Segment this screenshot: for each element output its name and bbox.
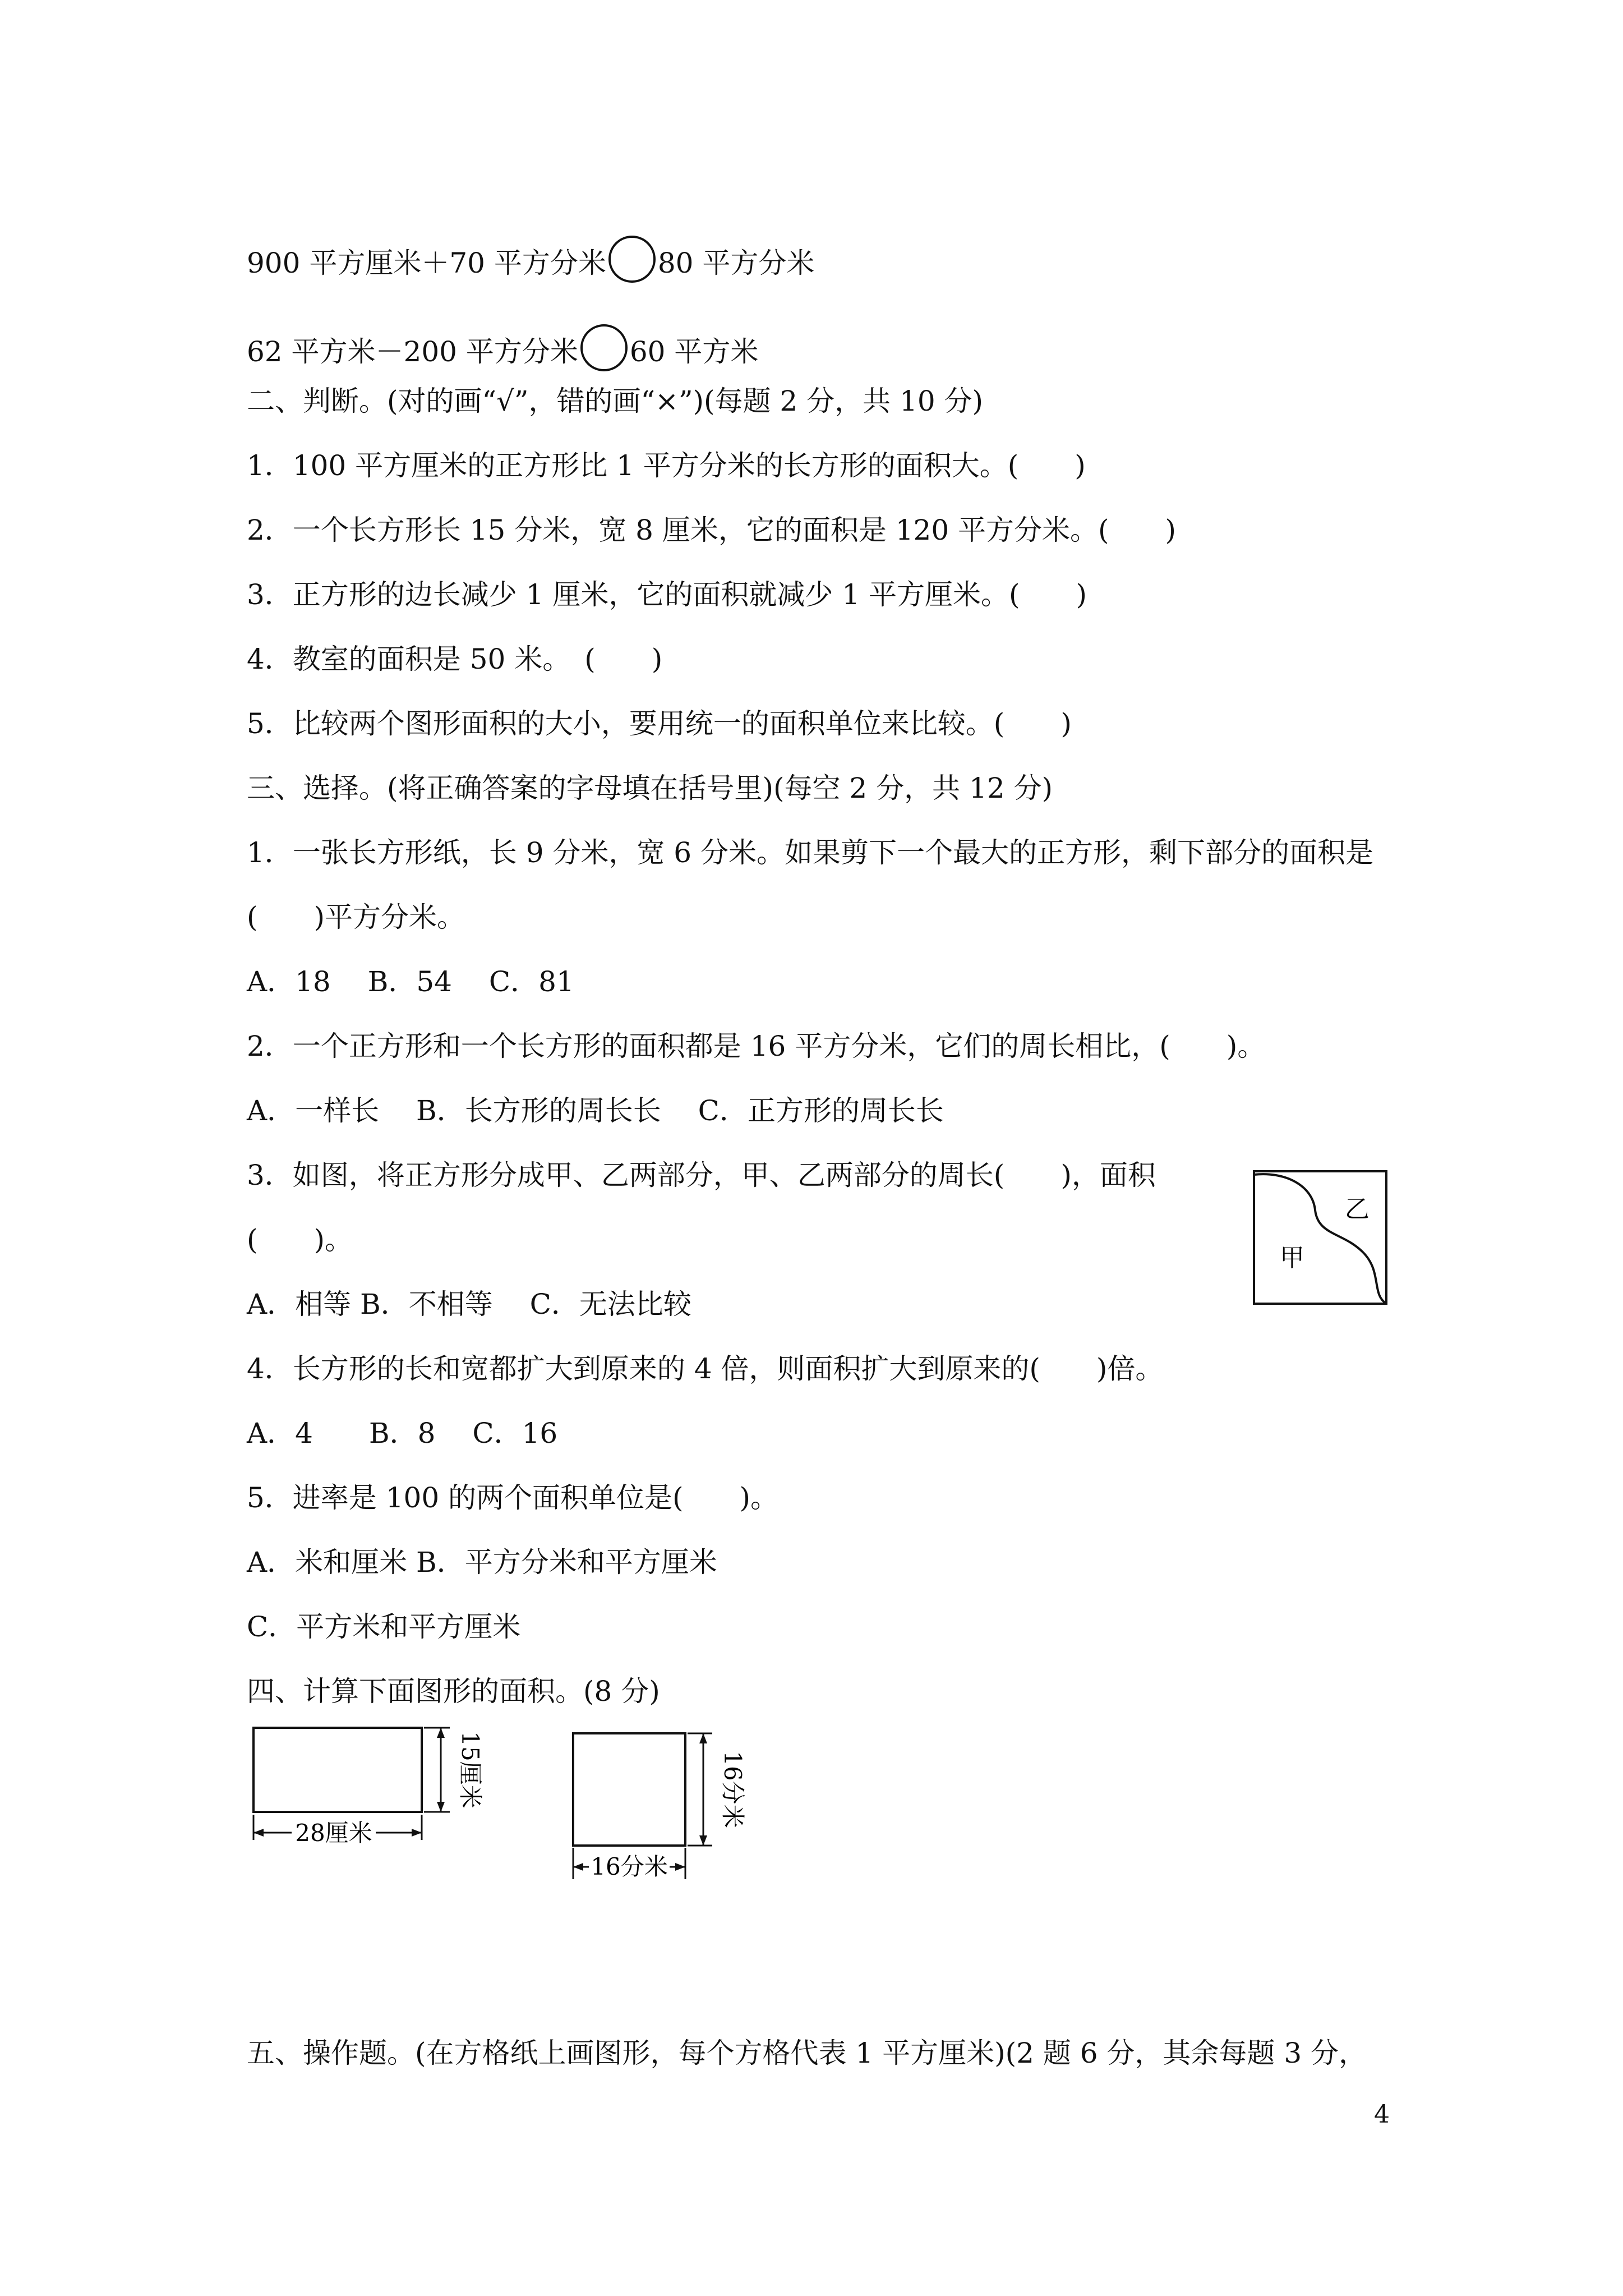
figure-label-jia: 甲: [1280, 1244, 1304, 1272]
section2-title: 二、判断。(对的画“√”，错的画“×”)(每题 2 分，共 10 分): [247, 385, 984, 417]
compare-left: 900 平方厘米＋70 平方分米: [247, 247, 606, 279]
judge-item: 4．教室的面积是 50 米。 ( ): [247, 643, 663, 675]
judge-item: 5．比较两个图形面积的大小，要用统一的面积单位来比较。( ): [247, 707, 1072, 740]
choice-line: 5．进率是 100 的两个面积单位是( )。: [247, 1481, 779, 1514]
section3-title: 三、选择。(将正确答案的字母填在括号里)(每空 2 分，共 12 分): [247, 772, 1053, 804]
compare-left: 62 平方米－200 平方分米: [247, 335, 578, 368]
section5-title: 五、操作题。(在方格纸上画图形，每个方格代表 1 平方厘米)(2 题 6 分，其余每题 3 分，: [247, 2037, 1367, 2069]
choice-line: 4．长方形的长和宽都扩大到原来的 4 倍，则面积扩大到原来的( )倍。: [247, 1352, 1164, 1385]
choice-line: 2．一个正方形和一个长方形的面积都是 16 平方分米，它们的周长相比，( )。: [247, 1030, 1266, 1062]
choice-line: ( )平方分米。: [247, 901, 465, 933]
choice-options: C．平方米和平方厘米: [247, 1611, 521, 1643]
square-width-label: 16分米: [591, 1853, 668, 1880]
compare-circle[interactable]: [608, 236, 656, 283]
rect-width-label: 28厘米: [295, 1819, 372, 1847]
judge-item: 3．正方形的边长减少 1 厘米，它的面积就减少 1 平方厘米。( ): [247, 578, 1087, 611]
choice-options: A．相等 B．不相等 C．无法比较: [247, 1288, 691, 1320]
square-figure: [561, 1722, 763, 1890]
choice-options: A．米和厘米 B．平方分米和平方厘米: [247, 1546, 717, 1579]
choice-line: 1．一张长方形纸，长 9 分米，宽 6 分米。如果剪下一个最大的正方形，剩下部分的面积是: [247, 836, 1374, 869]
choice-line: ( )。: [247, 1223, 353, 1256]
compare-right: 80 平方分米: [657, 247, 815, 279]
rectangle-figure: [241, 1722, 505, 1874]
compare-circle[interactable]: [580, 324, 628, 371]
choice-options: A．4 B．8 C．16: [247, 1417, 558, 1450]
choice-options: A．一样长 B．长方形的周长长 C．正方形的周长长: [247, 1094, 944, 1127]
page-number: 4: [1374, 2100, 1390, 2129]
compare-line-1: [247, 236, 814, 283]
figure-label-yi: 乙: [1345, 1195, 1370, 1223]
compare-right: 60 平方米: [629, 335, 759, 368]
square-height-label: 16分米: [719, 1751, 746, 1828]
choice-options: A．18 B．54 C．81: [247, 965, 574, 998]
judge-item: 1．100 平方厘米的正方形比 1 平方分米的长方形的面积大。( ): [247, 449, 1086, 482]
section4-title: 四、计算下面图形的面积。(8 分): [247, 1675, 660, 1708]
choice-line: 3．如图，将正方形分成甲、乙两部分，甲、乙两部分的周长( )，面积: [247, 1159, 1156, 1191]
rect-height-label: 15厘米: [457, 1731, 484, 1809]
square-split-figure: [1251, 1168, 1391, 1308]
judge-item: 2．一个长方形长 15 分米，宽 8 厘米，它的面积是 120 平方分米。( ): [247, 514, 1177, 546]
compare-line-2: [247, 324, 758, 371]
